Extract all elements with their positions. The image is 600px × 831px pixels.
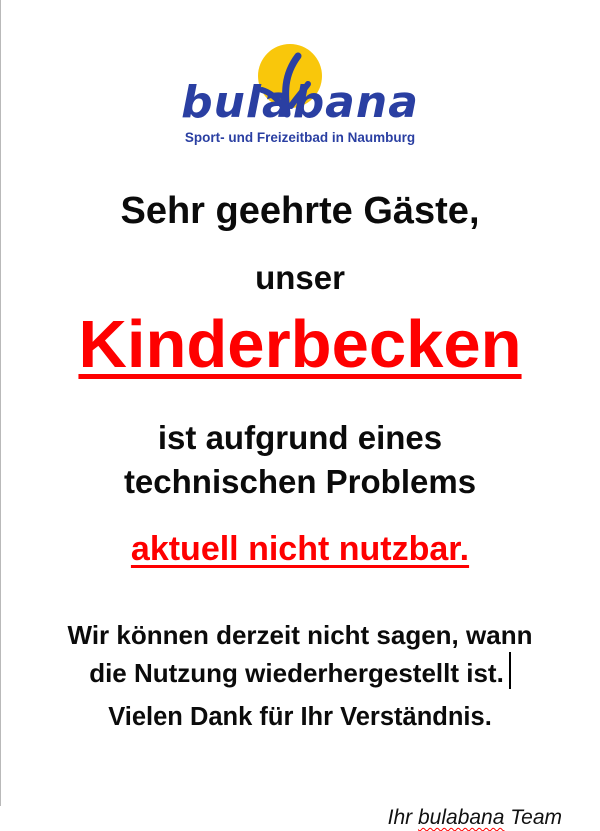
- availability-line-1: [0, 619, 600, 652]
- greeting-label: Sehr geehrte Gäste,: [120, 190, 480, 232]
- intro-label: unser: [255, 259, 345, 296]
- logo-wordmark: bulabana: [181, 77, 419, 128]
- reason-line-2-label: technischen Problems: [123, 463, 477, 500]
- availability-line-1-label: Wir können derzeit nicht sagen, wann: [67, 620, 533, 650]
- signature-prefix: Ihr: [387, 806, 418, 829]
- signature-line: [0, 777, 562, 831]
- reason-line-1-label: ist aufgrund eines: [157, 419, 443, 456]
- status-label: aktuell nicht nutzbar.: [130, 530, 470, 568]
- availability-line-2: [0, 652, 600, 690]
- status-text: [0, 528, 600, 570]
- subject-label: Kinderbecken: [78, 307, 522, 382]
- signature-brand: bulabana: [417, 806, 505, 829]
- greeting-text: [0, 188, 600, 234]
- text-cursor: [509, 652, 511, 689]
- reason-line-2: [0, 461, 600, 503]
- logo-tagline: Sport- und Freizeitbad in Naumburg: [184, 130, 416, 145]
- thanks-label: Vielen Dank für Ihr Verständnis.: [108, 703, 492, 731]
- signature-suffix: Team: [504, 806, 562, 829]
- thanks-text: [0, 701, 600, 734]
- reason-line-1: [0, 417, 600, 459]
- subject-headline: [0, 305, 600, 385]
- intro-text: [0, 258, 600, 298]
- availability-line-2-label: die Nutzung wiederhergestellt ist.: [89, 658, 504, 688]
